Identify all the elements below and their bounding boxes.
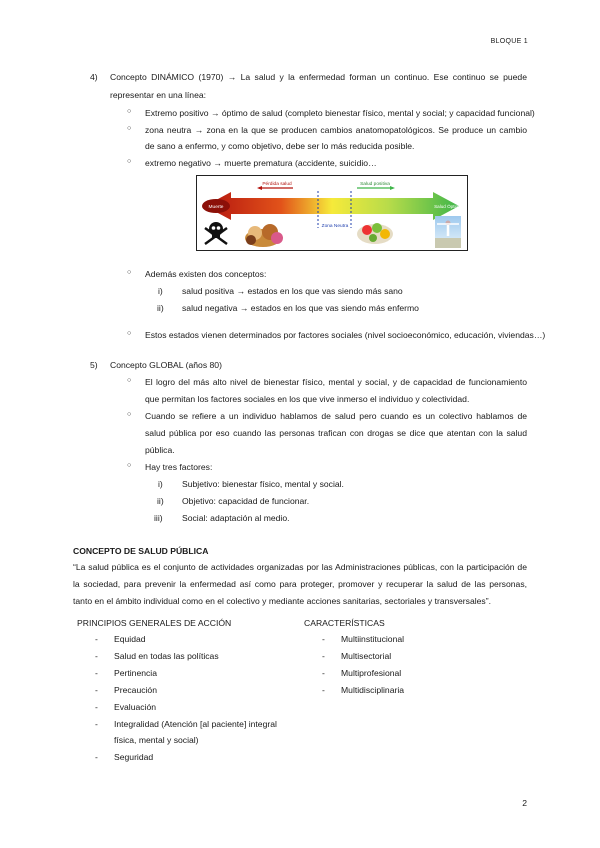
bullet-circle: ○ <box>127 411 132 418</box>
section-4-line-1: Concepto DINÁMICO (1970) → La salud y la enfermedad forman un continuo. Ese continuo se puede <box>110 72 527 82</box>
characteristic-item: Multiinstitucional <box>341 634 405 644</box>
bullet-circle: ○ <box>127 330 132 337</box>
loss-arrowhead-icon <box>257 186 262 190</box>
optimal-health-label: Salud Óptima <box>434 204 462 209</box>
loss-label: Pérdida salud <box>262 182 292 187</box>
page-number: 2 <box>522 798 527 808</box>
optimal-health-person-icon <box>435 216 461 248</box>
bullet-circle: ○ <box>127 125 132 132</box>
negative-health-text: salud negativa → estados en los que vas siendo más enfermo <box>182 303 419 313</box>
subjective-factor: Subjetivo: bienestar físico, mental y social. <box>182 479 344 489</box>
positive-health-text: salud positiva → estados en los que vas siendo más sano <box>182 286 403 296</box>
bullet-negative-extreme: extremo negativo → muerte prematura (accidente, suicidio… <box>145 158 377 168</box>
principle-item-continuation: física, mental y social) <box>114 735 199 745</box>
principle-item: Seguridad <box>114 752 154 762</box>
neutral-zone-label: Zona Neutra <box>321 224 349 229</box>
sub-num: iii) <box>154 513 163 523</box>
junk-food-icon <box>245 224 283 247</box>
bullet-neutral-zone-1: zona neutra → zona en la que se producen cambios anatomopatológicos. Se produce un cambio <box>145 125 527 135</box>
principle-item: Salud en todas las políticas <box>114 651 219 661</box>
principle-item: Precaución <box>114 685 157 695</box>
dash: - <box>95 685 98 695</box>
global-bullet-2-line-2: salud pública por eso cuando las personas trafican con drogas se dice que atentan con la salud <box>145 428 527 438</box>
public-health-quote-1: “La salud pública es el conjunto de actividades organizadas por las Administraciones públicas, con la participación de <box>73 562 527 572</box>
dash: - <box>95 702 98 712</box>
bullet-circle: ○ <box>127 377 132 384</box>
bullet-positive-extreme: Extremo positivo → óptimo de salud (completo bienestar físico, mental y social; y capacidad funcional) <box>145 108 535 118</box>
bullet-circle: ○ <box>127 108 132 115</box>
death-label: Muerte <box>208 205 224 210</box>
dash: - <box>95 719 98 729</box>
dash: - <box>322 668 325 678</box>
characteristic-item: Multisectorial <box>341 651 392 661</box>
principle-item: Equidad <box>114 634 146 644</box>
sub-num: i) <box>158 479 163 489</box>
continuum-graphic <box>197 176 467 250</box>
healthy-food-icon <box>357 223 393 244</box>
sub-num: ii) <box>157 303 164 313</box>
characteristics-heading: CARACTERÍSTICAS <box>304 618 385 628</box>
two-concepts-text: Además existen dos conceptos: <box>145 269 267 279</box>
block-header: BLOQUE 1 <box>490 38 528 45</box>
dash: - <box>95 651 98 661</box>
bullet-circle: ○ <box>127 269 132 276</box>
objective-factor: Objetivo: capacidad de funcionar. <box>182 496 310 506</box>
public-health-quote-2: la sociedad, para prevenir la enfermedad así como para proteger, promover y recuperar la salud de las personas, <box>73 579 527 589</box>
dash: - <box>322 634 325 644</box>
bullet-circle: ○ <box>127 158 132 165</box>
section-4-line-2: representar en una línea: <box>110 90 207 100</box>
sub-num: ii) <box>157 496 164 506</box>
section-4-number: 4) <box>90 72 98 82</box>
continuum-arrow <box>205 192 459 220</box>
public-health-heading: CONCEPTO DE SALUD PÚBLICA <box>73 546 209 556</box>
bullet-circle: ○ <box>127 462 132 469</box>
gain-label: Salud positiva <box>360 182 390 187</box>
dash: - <box>322 685 325 695</box>
dash: - <box>95 634 98 644</box>
section-5-number: 5) <box>90 360 98 370</box>
sub-num: i) <box>158 286 163 296</box>
principle-item: Pertinencia <box>114 668 157 678</box>
bullet-neutral-zone-2: de sano a enfermo, y como objetivo, debe ser lo más reducida posible. <box>145 141 415 151</box>
three-factors-text: Hay tres factores: <box>145 462 213 472</box>
public-health-quote-3: tanto en el ámbito individual como en el colectivo y mediante acciones sanitarias, sectoriales y transversales”. <box>73 596 491 606</box>
characteristic-item: Multiprofesional <box>341 668 402 678</box>
principle-item: Integralidad (Atención [al paciente] integral <box>114 719 277 729</box>
dash: - <box>322 651 325 661</box>
social-factor: Social: adaptación al medio. <box>182 513 290 523</box>
global-bullet-1-line-2: que permitan los factores sociales en los que vive inmerso el individuo y colectividad. <box>145 394 470 404</box>
global-bullet-1-line-1: El logro del más alto nivel de bienestar físico, mental y social, y de capacidad de funcionamiento <box>145 377 527 387</box>
characteristic-item: Multidisciplinaria <box>341 685 405 695</box>
health-continuum-figure <box>196 175 468 251</box>
principle-item: Evaluación <box>114 702 157 712</box>
dash: - <box>95 668 98 678</box>
social-factors-text: Estos estados vienen determinados por factores sociales (nivel socioeconómico, educación, viviendas…) <box>145 330 546 340</box>
global-bullet-2-line-1: Cuando se refiere a un individuo hablamos de salud pero cuando es un colectivo hablamos de <box>145 411 527 421</box>
gain-arrowhead-icon <box>390 186 395 190</box>
dash: - <box>95 752 98 762</box>
section-5-title: Concepto GLOBAL (años 80) <box>110 360 222 370</box>
skull-icon <box>205 222 227 244</box>
principles-heading: PRINCIPIOS GENERALES DE ACCIÓN <box>77 618 232 628</box>
global-bullet-2-line-3: pública. <box>145 445 175 455</box>
